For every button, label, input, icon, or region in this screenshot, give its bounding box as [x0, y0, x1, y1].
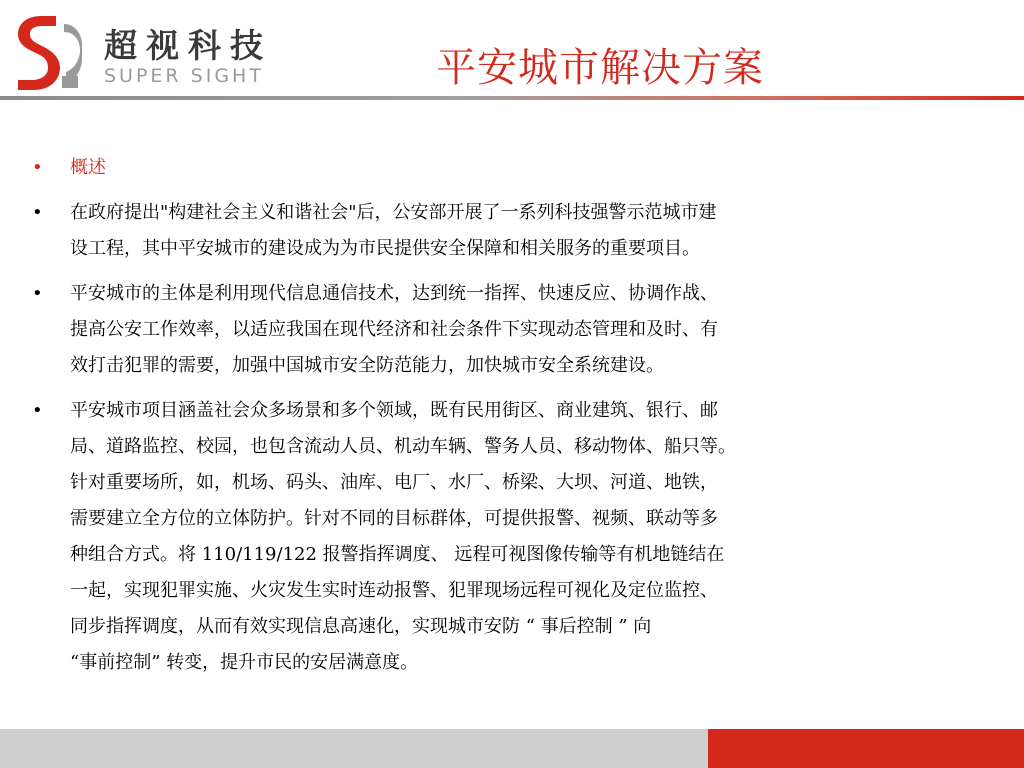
content-area — [30, 150, 990, 690]
super-sight-logo-icon — [12, 10, 82, 90]
company-logo — [12, 10, 272, 92]
logo-chinese-name: 超视科技 — [104, 26, 272, 65]
list-item — [30, 393, 990, 681]
bullet-icon: • — [32, 283, 43, 304]
bullet-icon: • — [32, 157, 43, 178]
bullet-icon: • — [32, 400, 43, 421]
header-divider — [0, 96, 1024, 100]
list-item-overview — [30, 150, 990, 186]
paragraph: 平安城市的主体是利用现代信息通信技术，达到统一指挥、快速反应、协调作战、 提高公安工作效率，以适应我国在现代经济和社会条件下实现动态管理和及时、有 效打击犯罪的需要，加强中国城市安全防范能力，加快城市安全系统建设。 — [70, 283, 718, 376]
paragraph: 在政府提出"构建社会主义和谐社会"后，公安部开展了一系列科技强警示范城市建 设工程，其中平安城市的建设成为为市民提供安全保障和相关服务的重要项目。 — [70, 202, 717, 259]
footer-bar-red — [708, 729, 1024, 768]
section-heading: 概述 — [70, 157, 106, 178]
page-title: 平安城市解决方案 — [436, 45, 764, 91]
list-item — [30, 195, 990, 267]
list-item — [30, 276, 990, 384]
footer-bar-gray — [0, 729, 708, 768]
logo-english-name: SUPER SIGHT — [104, 65, 264, 87]
paragraph: 平安城市项目涵盖社会众多场景和多个领域，既有民用街区、商业建筑、银行、邮 局、道路监控、校园，也包含流动人员、机动车辆、警务人员、移动物体、船只等。 针对重要场所，如，机场、码头、油库、电厂、水厂、桥梁、大坝、河道、地铁， 需要建立全方位的立体防护。针对不同的目标群体，可提供报警、视频、联动等多 种组合方式。将 110/119/122 报警指挥调度、 远程可视图像传输等有机地链结在 一起，实现犯罪实施、火灾发生实时连动报警、犯罪现场远程可视化及定位监控、 同步指挥调度，从而有效实现信息高速化，实现城市安防 “ 事后控制 ” 向 “事前控制” 转变，提升市民的安居满意度。 — [70, 400, 736, 673]
bullet-icon: • — [32, 202, 43, 223]
